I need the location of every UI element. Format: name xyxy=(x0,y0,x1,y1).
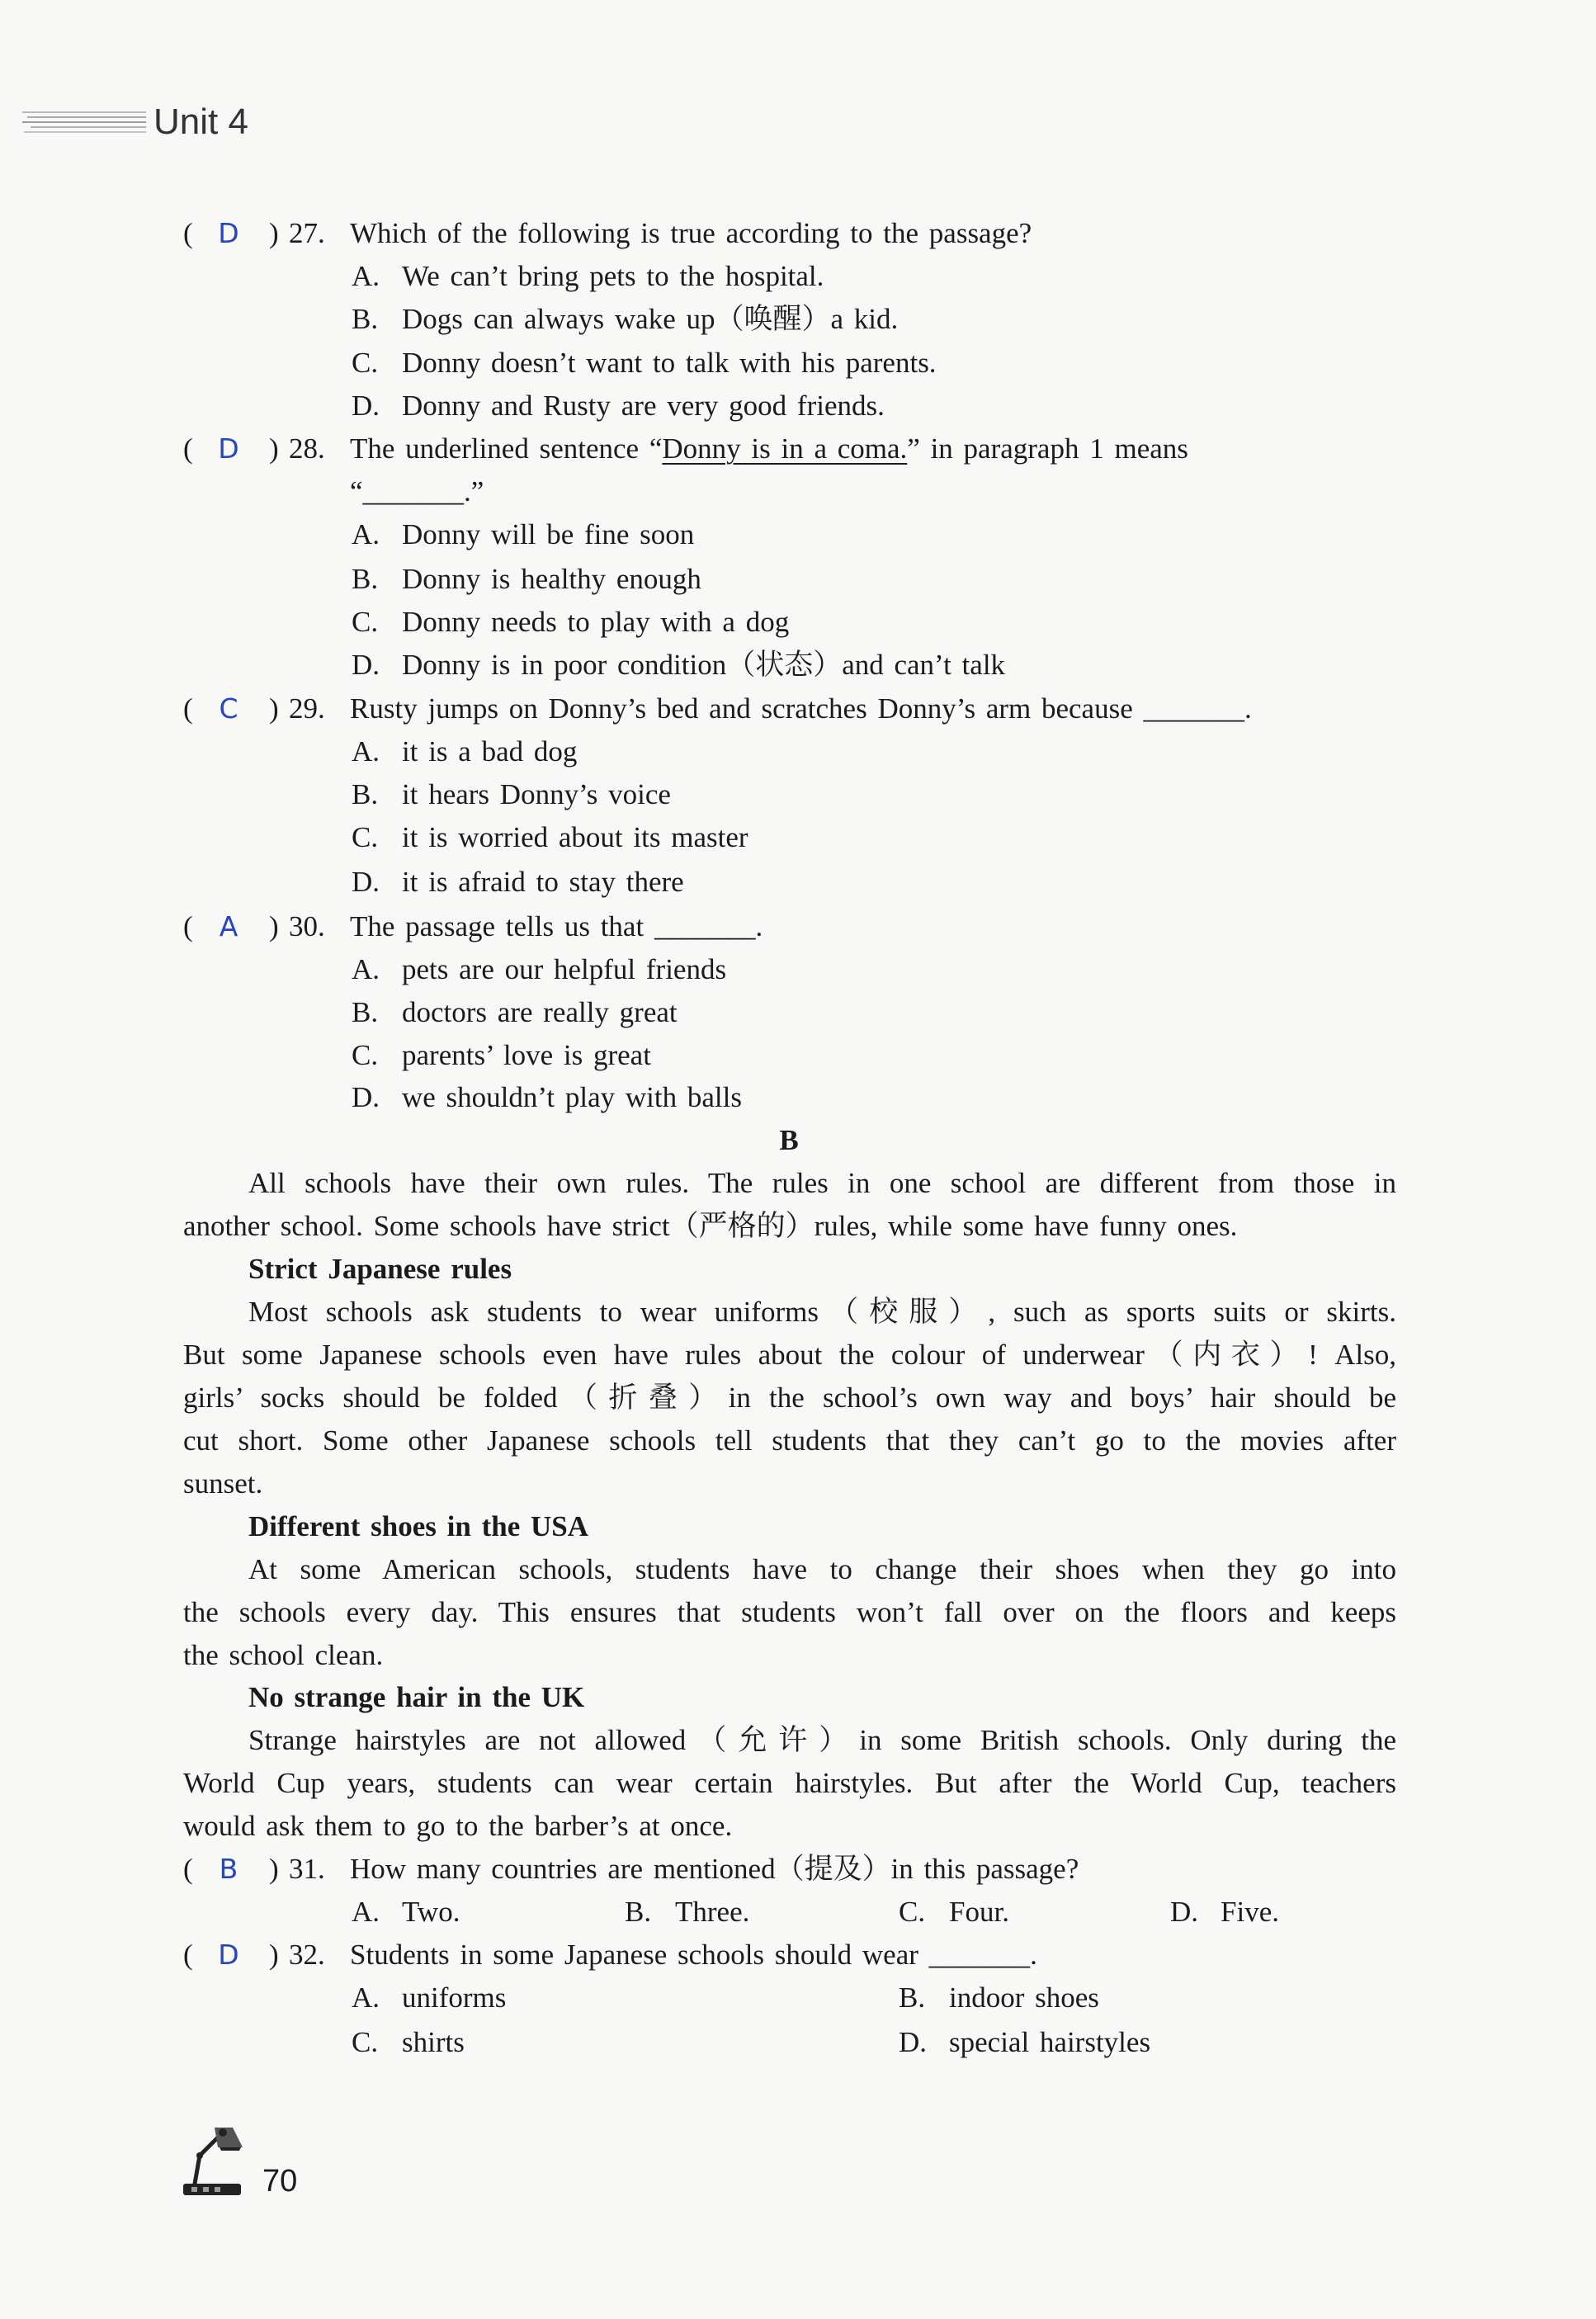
option-text: we shouldn’t play with balls xyxy=(402,1081,742,1113)
handwritten-answer: D xyxy=(218,217,239,249)
option-b xyxy=(899,1977,1099,2019)
paragraph-line: World Cup years, students can wear certain hairstyles. But after the World Cup, teachers xyxy=(183,1767,1396,1799)
option-a xyxy=(352,513,694,556)
option-text: Donny needs to play with a dog xyxy=(402,606,790,638)
option-text: it hears Donny’s voice xyxy=(402,778,671,810)
option-d xyxy=(352,385,885,427)
option-label: D. xyxy=(352,649,380,681)
option-label: B. xyxy=(625,1896,652,1928)
option-label: D. xyxy=(352,866,380,898)
paren-close: ) xyxy=(269,432,279,465)
option-b xyxy=(352,773,671,816)
option-a xyxy=(352,730,577,773)
paren-close: ) xyxy=(269,1853,279,1885)
question-stem: Students in some Japanese schools should wear _______. xyxy=(350,1939,1037,1971)
option-text: uniforms xyxy=(402,1981,507,2014)
option-label: A. xyxy=(352,735,380,767)
option-d xyxy=(1170,1891,1279,1934)
option-a xyxy=(352,1891,460,1934)
question-number: 27. xyxy=(289,217,325,249)
question-number: 28. xyxy=(289,432,325,465)
option-text: Five. xyxy=(1221,1896,1279,1928)
handwritten-answer: D xyxy=(218,432,239,465)
paragraph-line: sunset. xyxy=(183,1467,263,1500)
paragraph-line: At some American schools, students have to change their shoes when they go into xyxy=(248,1553,1396,1585)
desk-lamp-icon xyxy=(182,2123,248,2199)
option-label: C. xyxy=(352,1039,379,1071)
paren-open: ( xyxy=(183,217,193,249)
question-31 xyxy=(0,1848,1596,1891)
option-label: D. xyxy=(352,1081,380,1113)
handwritten-answer: D xyxy=(218,1939,239,1971)
option-label: D. xyxy=(1170,1896,1199,1928)
option-c xyxy=(352,342,937,385)
option-text: pets are our helpful friends xyxy=(402,953,727,985)
option-label: B. xyxy=(352,996,379,1028)
option-label: A. xyxy=(352,518,380,550)
question-stem: Which of the following is true according to the passage? xyxy=(350,217,1032,249)
paren-open: ( xyxy=(183,1853,193,1885)
unit-title: Unit 4 xyxy=(153,102,248,142)
handwritten-answer: B xyxy=(219,1853,238,1885)
paren-close: ) xyxy=(269,910,279,942)
option-label: A. xyxy=(352,1981,380,2014)
question-number: 31. xyxy=(289,1853,325,1885)
question-28 xyxy=(0,427,1596,470)
option-text: Donny will be fine soon xyxy=(402,518,695,550)
option-label: A. xyxy=(352,953,380,985)
subheading: No strange hair in the UK xyxy=(248,1681,585,1713)
option-text: Donny is healthy enough xyxy=(402,563,701,595)
option-b xyxy=(352,991,678,1034)
paren-open: ( xyxy=(183,910,193,942)
paragraph-line: would ask them to go to the barber’s at once. xyxy=(183,1810,733,1842)
option-text: Donny and Rusty are very good friends. xyxy=(402,390,885,422)
option-d xyxy=(899,2021,1150,2064)
option-text: it is afraid to stay there xyxy=(402,866,684,898)
stem-after: ” in paragraph 1 means xyxy=(907,432,1188,465)
paragraph-line: the schools every day. This ensures that students won’t fall over on the floors and keeps xyxy=(183,1596,1396,1628)
option-label: C. xyxy=(899,1896,926,1928)
option-c xyxy=(352,601,789,644)
option-text: Two. xyxy=(402,1896,460,1928)
option-text: it is worried about its master xyxy=(402,821,748,853)
subheading: Different shoes in the USA xyxy=(248,1510,589,1542)
page-number: 70 xyxy=(262,2164,298,2199)
option-text: doctors are really great xyxy=(402,996,678,1028)
question-stem-continued: “_______.” xyxy=(350,475,484,508)
option-label: B. xyxy=(352,778,379,810)
option-c xyxy=(352,816,748,859)
option-label: D. xyxy=(899,2026,928,2058)
paragraph-line: Most schools ask students to wear uniforms（校服）, such as sports suits or skirts. xyxy=(248,1296,1396,1328)
option-c xyxy=(352,2021,465,2064)
option-label: C. xyxy=(352,606,379,638)
question-number: 29. xyxy=(289,692,325,725)
option-label: A. xyxy=(352,1896,380,1928)
stem-before: The underlined sentence “ xyxy=(350,432,663,465)
section-heading-b: B xyxy=(779,1124,799,1156)
option-label: D. xyxy=(352,390,380,422)
option-b xyxy=(625,1891,749,1934)
paragraph-line: another school. Some schools have strict（严格的）rules, while some have funny ones. xyxy=(183,1210,1238,1242)
option-text: parents’ love is great xyxy=(402,1039,651,1071)
underlined-sentence: Donny is in a coma. xyxy=(662,432,908,465)
paragraph-line: All schools have their own rules. The rules in one school are different from those in xyxy=(248,1167,1396,1199)
option-text: special hairstyles xyxy=(949,2026,1151,2058)
question-stem: The passage tells us that _______. xyxy=(350,910,763,942)
question-27 xyxy=(0,212,1596,255)
question-number: 32. xyxy=(289,1939,325,1971)
option-label: A. xyxy=(352,260,380,292)
handwritten-answer: A xyxy=(219,910,238,942)
option-text: shirts xyxy=(402,2026,465,2058)
paragraph-line: Strange hairstyles are not allowed（允许）in some British schools. Only during the xyxy=(248,1724,1396,1756)
option-text: Donny doesn’t want to talk with his parents. xyxy=(402,347,937,379)
option-text: Four. xyxy=(949,1896,1009,1928)
option-text: indoor shoes xyxy=(949,1981,1099,2014)
header-lines-decoration xyxy=(22,109,146,135)
option-label: C. xyxy=(352,2026,379,2058)
question-stem: Rusty jumps on Donny’s bed and scratches Donny’s arm because _______. xyxy=(350,692,1252,725)
paren-close: ) xyxy=(269,1939,279,1971)
question-stem xyxy=(350,427,1188,470)
option-label: B. xyxy=(899,1981,926,2014)
paragraph-line: the school clean. xyxy=(183,1639,384,1671)
paren-close: ) xyxy=(269,692,279,725)
paragraph-line: cut short. Some other Japanese schools tell students that they can’t go to the movies after xyxy=(183,1424,1396,1457)
paren-open: ( xyxy=(183,1939,193,1971)
paren-open: ( xyxy=(183,432,193,465)
option-d xyxy=(352,861,684,904)
paren-open: ( xyxy=(183,692,193,725)
question-number: 30. xyxy=(289,910,325,942)
option-text: Dogs can always wake up（唤醒）a kid. xyxy=(402,303,899,335)
option-c xyxy=(899,1891,1009,1934)
option-text: Three. xyxy=(675,1896,750,1928)
option-c xyxy=(352,1034,651,1077)
option-a xyxy=(352,948,726,991)
option-b xyxy=(352,558,701,601)
option-label: C. xyxy=(352,347,379,379)
subheading: Strict Japanese rules xyxy=(248,1253,512,1285)
option-label: B. xyxy=(352,563,379,595)
paren-close: ) xyxy=(269,217,279,249)
option-label: B. xyxy=(352,303,379,335)
option-text: Donny is in poor condition（状态）and can’t talk xyxy=(402,649,1006,681)
option-a xyxy=(352,255,824,298)
option-d xyxy=(352,644,1005,687)
option-a xyxy=(352,1977,506,2019)
paragraph-line: But some Japanese schools even have rules about the colour of underwear（内衣）! Also, xyxy=(183,1339,1396,1371)
option-d xyxy=(352,1076,742,1119)
question-30 xyxy=(0,905,1596,948)
option-text: We can’t bring pets to the hospital. xyxy=(402,260,824,292)
paragraph-line: girls’ socks should be folded（折叠）in the school’s own way and boys’ hair should be xyxy=(183,1381,1396,1414)
handwritten-answer: C xyxy=(219,692,238,725)
option-text: it is a bad dog xyxy=(402,735,578,767)
question-stem: How many countries are mentioned（提及）in this passage? xyxy=(350,1853,1079,1885)
option-b xyxy=(352,298,898,341)
question-29 xyxy=(0,687,1596,730)
option-label: C. xyxy=(352,821,379,853)
question-32 xyxy=(0,1934,1596,1977)
